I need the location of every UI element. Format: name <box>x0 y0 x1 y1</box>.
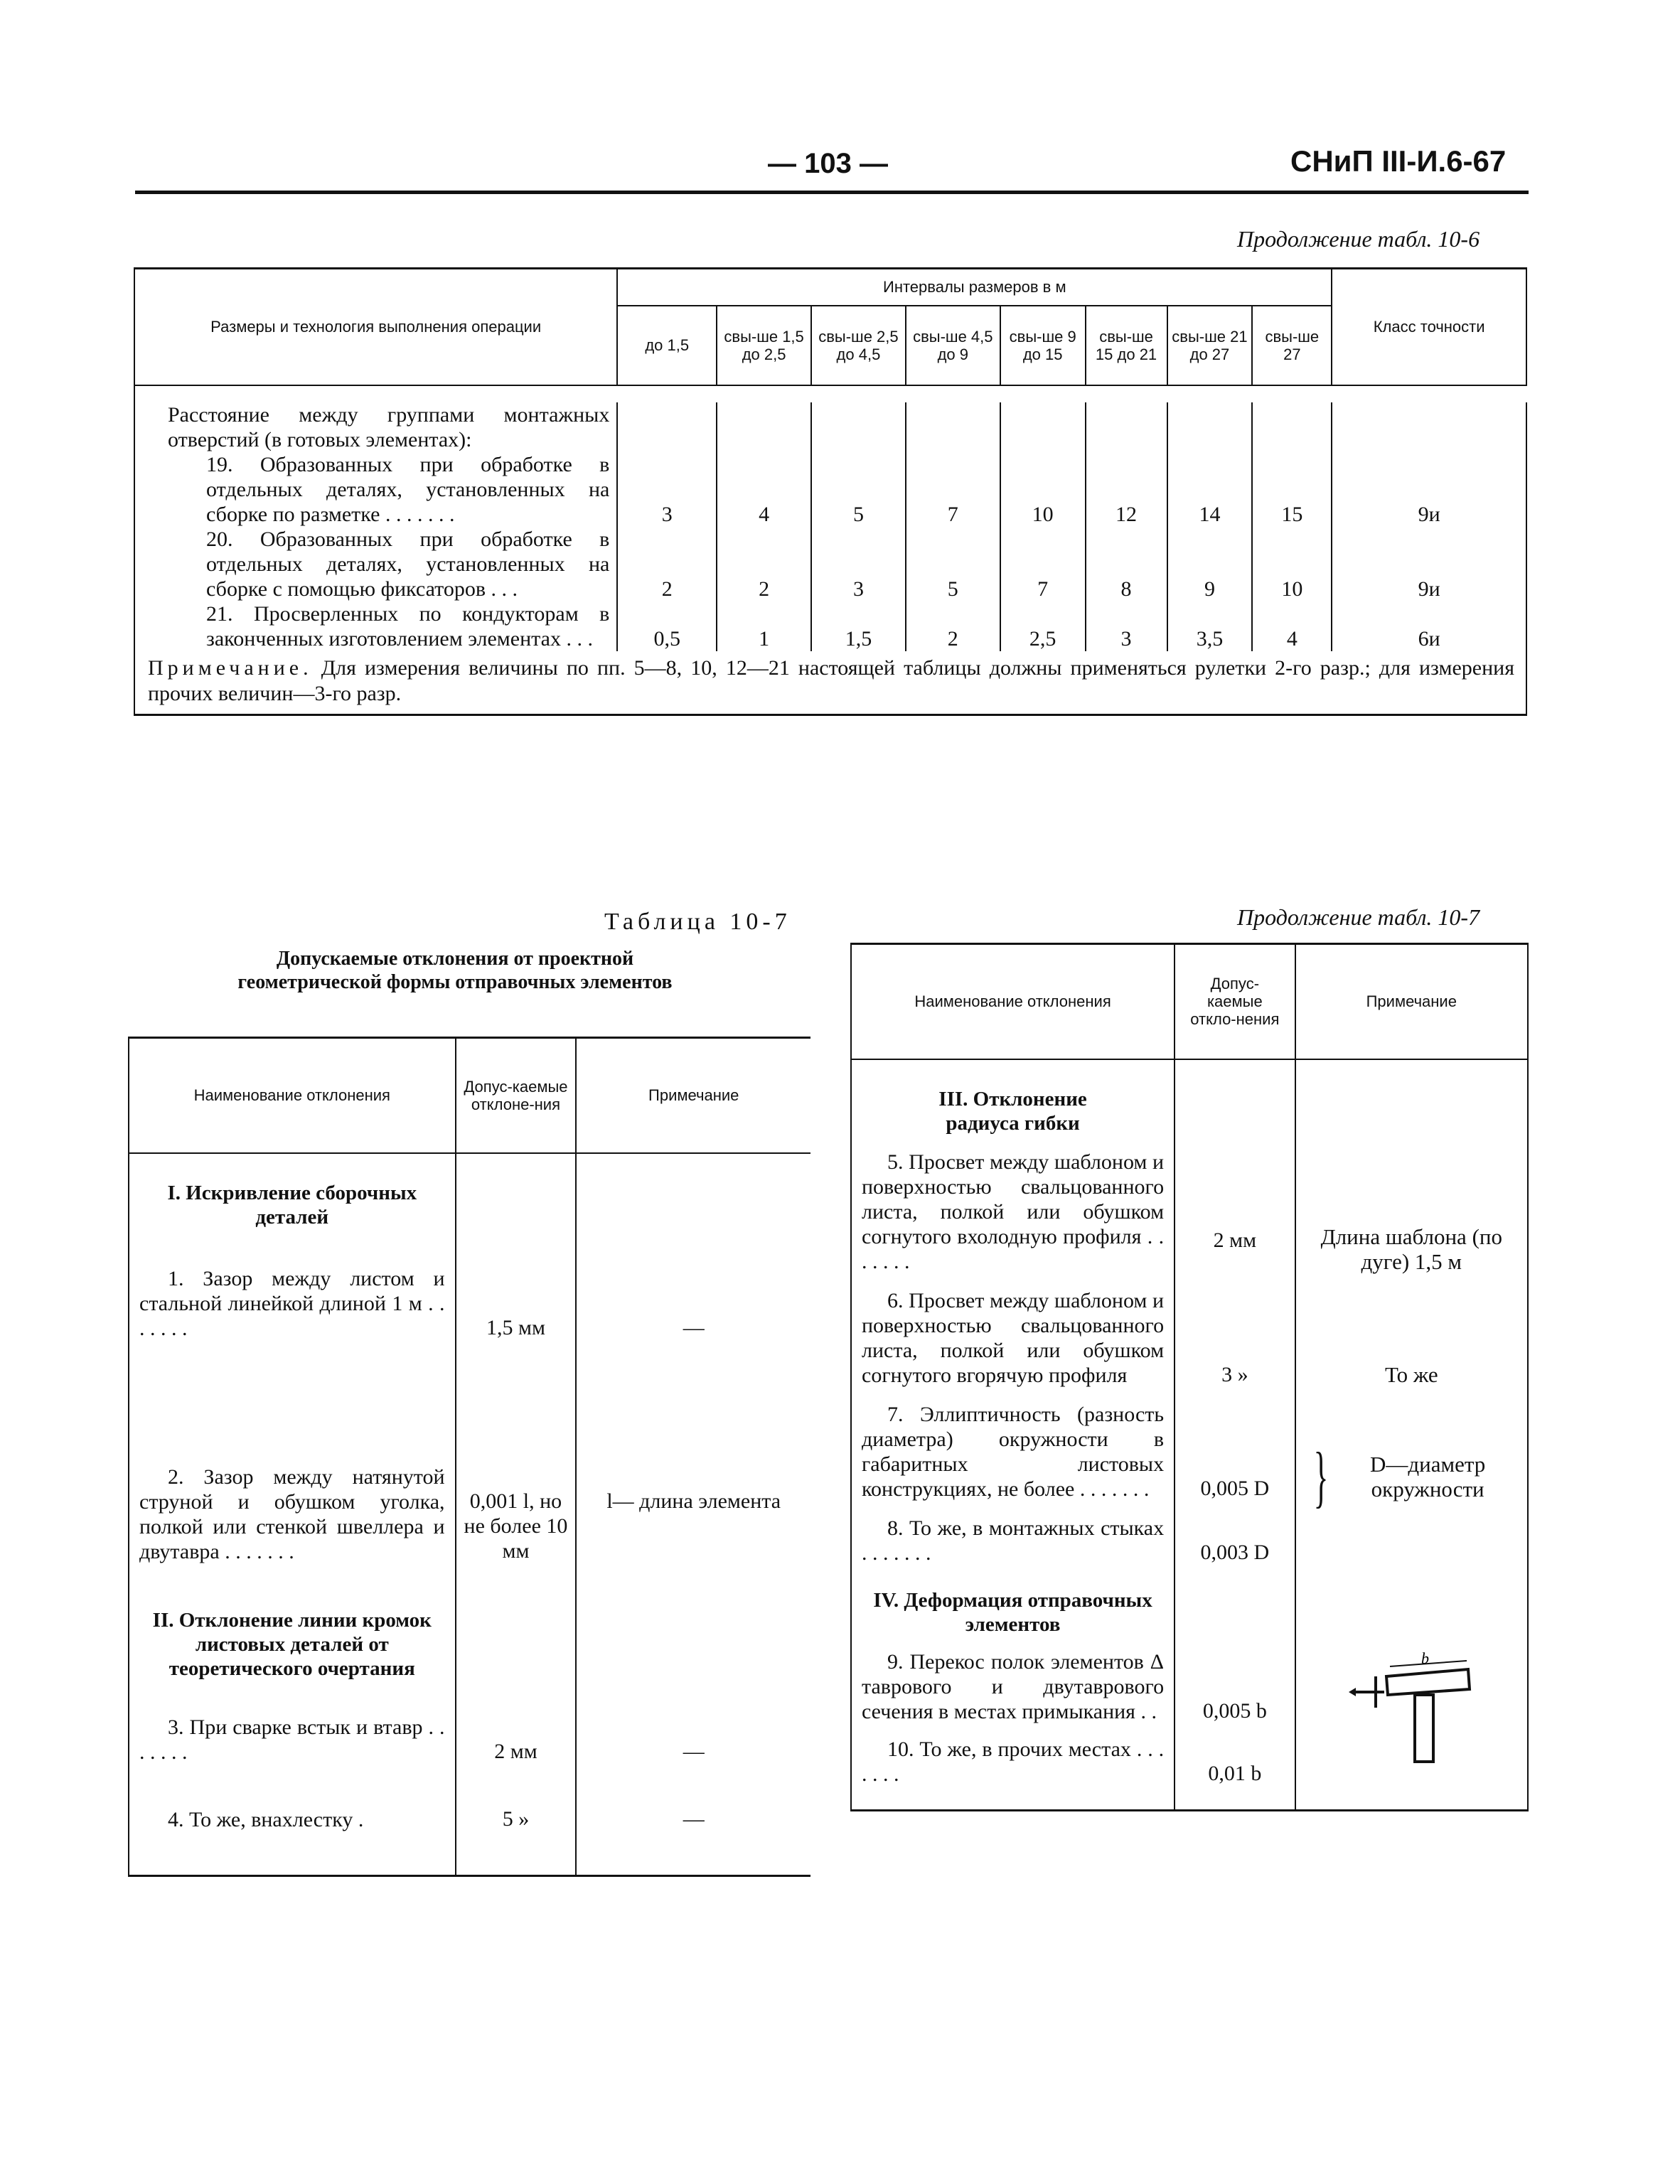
section-title: III. Отклонение радиуса гибки <box>851 1087 1175 1135</box>
row-label: 20. Образованных при обработке в отдельных деталях, установленных на сборке с помощью фиксаторов <box>206 527 610 601</box>
table-row <box>129 1341 810 1564</box>
row-label: 19. Образованных при обработке в отдельных деталях, установленных на сборке по разметке <box>206 452 610 526</box>
table-cell: 3 <box>617 452 717 527</box>
table1-interval-header: Интервалы размеров в м <box>617 269 1332 306</box>
note-label: Примечание. <box>148 655 313 680</box>
table-cell: 3 <box>1086 601 1167 651</box>
interval-header: свы-ше 1,5 до 2,5 <box>717 306 811 385</box>
table-row: 20. Образованных при обработке в отдельных деталях, установленных на сборке с помощью фиксаторов . . . 2 2 3 5 7 8 9 10 9и <box>134 527 1526 601</box>
note-cell: l— длина элемента <box>606 1489 781 1513</box>
value-cell: 2 мм <box>1175 1135 1295 1274</box>
table-cell: 7 <box>1000 527 1086 601</box>
class-cell: 6и <box>1332 601 1526 651</box>
table3-col-name: Наименование отклонения <box>851 944 1175 1059</box>
table-cell: 14 <box>1167 452 1253 527</box>
table1-intro: Расстояние между группами монтажных отверстий (в готовых элементах): <box>134 402 617 452</box>
value-cell: 0,005 b <box>1175 1637 1295 1724</box>
row-label: 8. То же, в монтажных стыках <box>887 1516 1165 1540</box>
table3-continuation: Продолжение табл. 10-7 <box>1237 904 1480 930</box>
value-cell: 1,5 мм <box>456 1229 577 1341</box>
table-row <box>851 1274 1528 1388</box>
row-label: 6. Просвет между шаблоном и поверхностью свальцованного листа, полкой или обушком согнутого вгорячую профиля <box>862 1288 1165 1387</box>
value-cell: 0,003 D <box>1175 1502 1295 1565</box>
table2-caption: Таблица 10-7 <box>604 909 791 935</box>
note-cell: — <box>683 1315 705 1339</box>
table-cell: 4 <box>1252 601 1332 651</box>
value-cell: 5 » <box>456 1765 577 1832</box>
interval-header: свы-ше 4,5 до 9 <box>906 306 1000 385</box>
value-cell: 2 мм <box>456 1681 577 1765</box>
table-cell: 5 <box>906 527 1000 601</box>
table1-class-header: Класс точности <box>1332 269 1526 385</box>
table-row <box>129 1681 810 1765</box>
row-label: 21. Просверленных по кондукторам в законченных изготовлением элементах <box>206 601 610 651</box>
note-cell: — <box>683 1739 705 1763</box>
table-cell: 0,5 <box>617 601 717 651</box>
table-cell: 2 <box>906 601 1000 651</box>
table1-continuation: Продолжение табл. 10-6 <box>1237 226 1480 252</box>
table2 <box>128 1037 810 1877</box>
figure-label: b <box>1421 1649 1430 1667</box>
table-cell: 2,5 <box>1000 601 1086 651</box>
section-title: II. Отклонение линии кромок листовых деталей от теоретического очертания <box>129 1608 456 1681</box>
class-cell: 9и <box>1332 527 1526 601</box>
row-label: 1. Зазор между листом и стальной линейкой длиной 1 м <box>139 1266 445 1315</box>
table3 <box>850 943 1529 1811</box>
row-label: 9. Перекос полок элементов Δ таврового и двутаврового сечения в местах примыкания <box>862 1649 1165 1723</box>
row-label: 3. При сварке встык и втавр <box>168 1715 423 1739</box>
class-cell: 9и <box>1332 452 1526 527</box>
table3-col-value: Допус-каемые откло-нения <box>1175 944 1295 1059</box>
table-row <box>851 1135 1528 1274</box>
row-label: 2. Зазор между натянутой струной и обушком уголка, полкой или стенкой швеллера и двутавра <box>139 1465 445 1563</box>
table-cell: 10 <box>1000 452 1086 527</box>
table2-col-name: Наименование отклонения <box>129 1038 456 1153</box>
value-cell: 3 » <box>1175 1274 1295 1388</box>
document-code: СНиП III-И.6-67 <box>1290 144 1507 178</box>
note-cell: — <box>683 1806 705 1831</box>
row-label: 10. То же, в прочих местах <box>887 1737 1131 1761</box>
note-cell: То же <box>1384 1361 1438 1387</box>
table-cell: 5 <box>811 452 906 527</box>
interval-header: свы-ше 15 до 21 <box>1086 306 1167 385</box>
brace-note: D—диаметр окружности <box>1369 1451 1486 1502</box>
table-row <box>129 1229 810 1341</box>
interval-header: свы-ше 27 <box>1252 306 1332 385</box>
table-cell: 10 <box>1252 527 1332 601</box>
section-title: IV. Деформация отправочных элементов <box>851 1588 1175 1637</box>
table2-col-value: Допус-каемые отклоне-ния <box>456 1038 577 1153</box>
page-number: — 103 — <box>768 148 888 179</box>
table-row <box>851 1388 1528 1502</box>
tee-section-icon <box>1347 1648 1475 1769</box>
table1-col-label: Размеры и технология выполнения операции <box>134 269 617 385</box>
table-cell: 3,5 <box>1167 601 1253 651</box>
table-row: 21. Просверленных по кондукторам в законченных изготовлением элементах . . . 0,5 1 1,5 2 2,5 3 3,5 4 6и <box>134 601 1526 651</box>
table-cell: 8 <box>1086 527 1167 601</box>
table-cell: 1 <box>717 601 811 651</box>
interval-header: свы-ше 21 до 27 <box>1167 306 1253 385</box>
table-cell: 12 <box>1086 452 1167 527</box>
table-cell: 4 <box>717 452 811 527</box>
table-cell: 15 <box>1252 452 1332 527</box>
table-cell: 9 <box>1167 527 1253 601</box>
note-cell: Длина шаблона (по дуге) 1,5 м <box>1320 1224 1502 1274</box>
table2-col-note: Примечание <box>576 1038 810 1153</box>
table-cell: 2 <box>717 527 811 601</box>
table-row: 4. То же, внахлестку . 5 » — <box>129 1765 810 1832</box>
table-cell: 1,5 <box>811 601 906 651</box>
table-cell: 2 <box>617 527 717 601</box>
value-cell: 0,001 l, но не более 10 мм <box>456 1341 577 1564</box>
table-cell: 7 <box>906 452 1000 527</box>
value-cell: 0,005 D <box>1175 1388 1295 1502</box>
table-row: 9. Перекос полок элементов Δ таврового и двутаврового сечения в местах примыкания . . 0,005 b b <box>851 1637 1528 1724</box>
interval-header: свы-ше 9 до 15 <box>1000 306 1086 385</box>
header-rule <box>135 191 1529 194</box>
row-label: 7. Эллиптичность (разность диаметра) окружности в габаритных листовых конструкциях, не более <box>862 1402 1165 1501</box>
table1-note: Для измерения величины по пп. 5—8, 10, 12—21 настоящей таблицы должны применяться рулетки 2-го разр.; для измерения прочих величин—3-го разр. <box>148 655 1514 705</box>
table3-col-note: Примечание <box>1295 944 1528 1059</box>
interval-header: до 1,5 <box>617 306 717 385</box>
table-cell: 3 <box>811 527 906 601</box>
section-figure <box>1295 1637 1528 1787</box>
value-cell: 0,01 b <box>1175 1724 1295 1787</box>
table2-title: Допускаемые отклонения от проектной геометрической формы отправочных элементов <box>237 948 673 993</box>
interval-header: свы-ше 2,5 до 4,5 <box>811 306 906 385</box>
section-title: I. Искривление сборочных деталей <box>129 1181 456 1229</box>
row-label: 5. Просвет между шаблоном и поверхностью свальцованного листа, полкой или обушком согнутого вхолодную профиля <box>862 1150 1165 1248</box>
table-row <box>134 452 1526 527</box>
table1 <box>134 267 1527 716</box>
brace: } <box>1313 1438 1328 1514</box>
row-label: 4. То же, внахлестку <box>168 1807 353 1831</box>
